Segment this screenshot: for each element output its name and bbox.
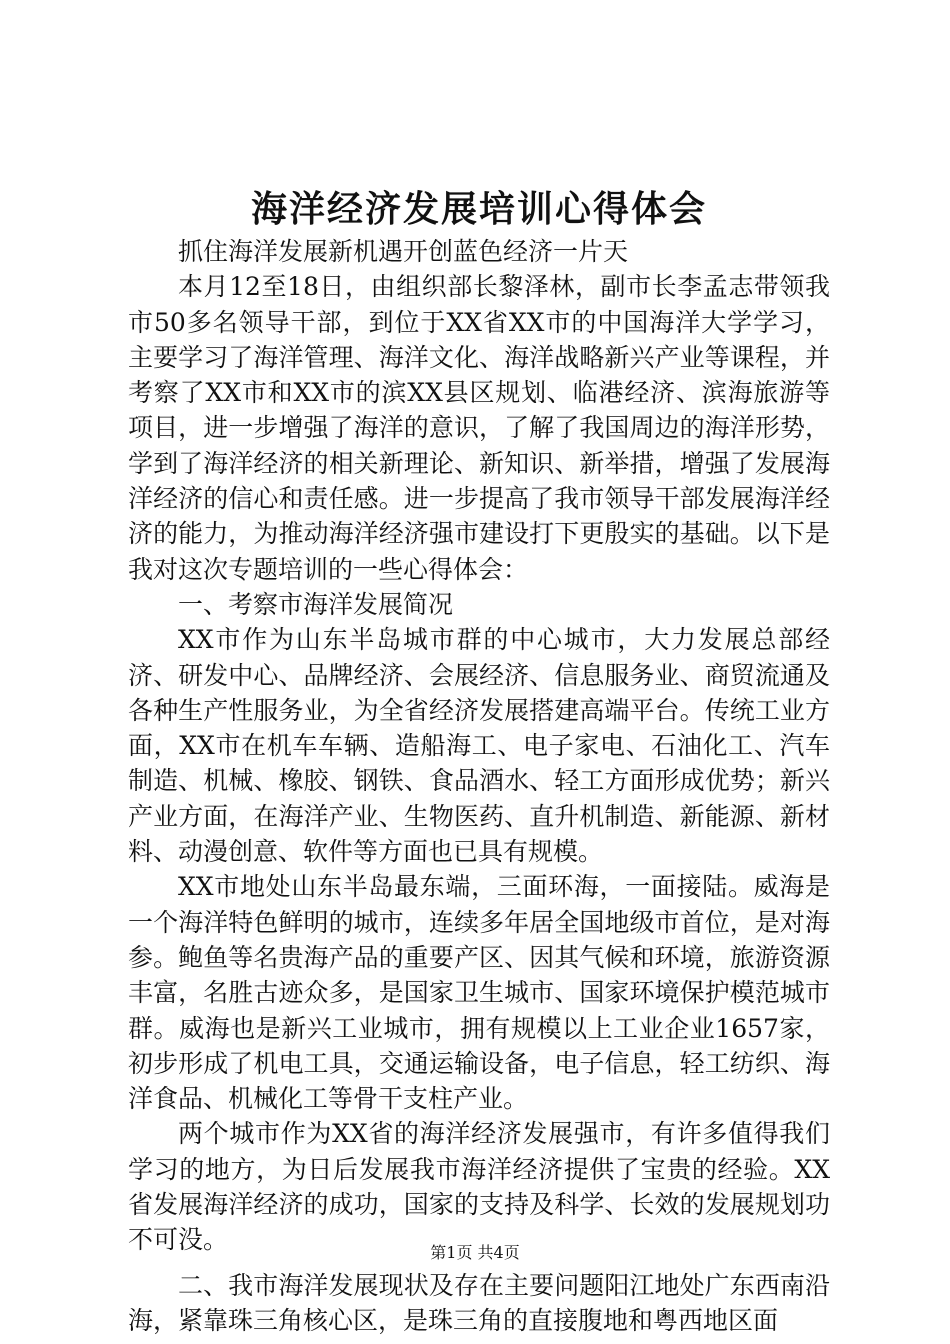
body-paragraph: 本月12至18日，由组织部长黎泽林，副市长李孟志带领我市50多名领导干部，到位于XX省XX市的中国海洋大学学习，主要学习了海洋管理、海洋文化、海洋战略新兴产业等课程，并考察了XX市和XX市的滨XX县区规划、临港经济、滨海旅游等项目，进一步增强了海洋的意识，了解了我国周边的海洋形势，学到了海洋经济的相关新理论、新知识、新举措，增强了发展海洋经济的信心和责任感。进一步提高了我市领导干部发展海洋经济的能力，为推动海洋经济强市建设打下更殷实的基础。以下是我对这次专题培训的一些心得体会： [128, 272, 830, 584]
subtitle-paragraph: 抓住海洋发展新机遇开创蓝色经济一片天 [178, 237, 629, 266]
body-paragraph: XX市地处山东半岛最东端，三面环海，一面接陆。威海是一个海洋特色鲜明的城市，连续多年居全国地级市首位，是对海参。鲍鱼等名贵海产品的重要产区、因其气候和环境，旅游资源丰富，名胜古迹众多，是国家卫生城市、国家环境保护模范城市群。威海也是新兴工业城市，拥有规模以上工业企业1657家，初步形成了机电工具，交通运输设备，电子信息，轻工纺织、海洋食品、机械化工等骨干支柱产业。 [128, 872, 830, 1114]
body-paragraph: 二、我市海洋发展现状及存在主要问题阳江地处广东西南沿海，紧靠珠三角核心区，是珠三角的直接腹地和粤西地区面 [128, 1270, 830, 1335]
page-footer: 第1页 共4页 [430, 1243, 520, 1262]
section-heading: 一、考察市海洋发展简况 [178, 589, 454, 619]
body-paragraph: 两个城市作为XX省的海洋经济发展强市，有许多值得我们学习的地方，为日后发展我市海洋经济提供了宝贵的经验。XX省发展海洋经济的成功，国家的支持及科学、长效的发展规划功不可没。 [128, 1119, 830, 1255]
document-title: 海洋经济发展培训心得体会 [250, 188, 707, 230]
document-body [128, 234, 830, 1338]
body-paragraph: XX市作为山东半岛城市群的中心城市，大力发展总部经济、研发中心、品牌经济、会展经济、信息服务业、商贸流通及各种生产性服务业，为全省经济发展搭建高端平台。传统工业方面，XX市在机车车辆、造船海工、电子家电、石油化工、汽车制造、机械、橡胶、钢铁、食品酒水、轻工方面形成优势；新兴产业方面，在海洋产业、生物医药、直升机制造、新能源、新材料、动漫创意、软件等方面也已具有规模。 [128, 625, 830, 867]
